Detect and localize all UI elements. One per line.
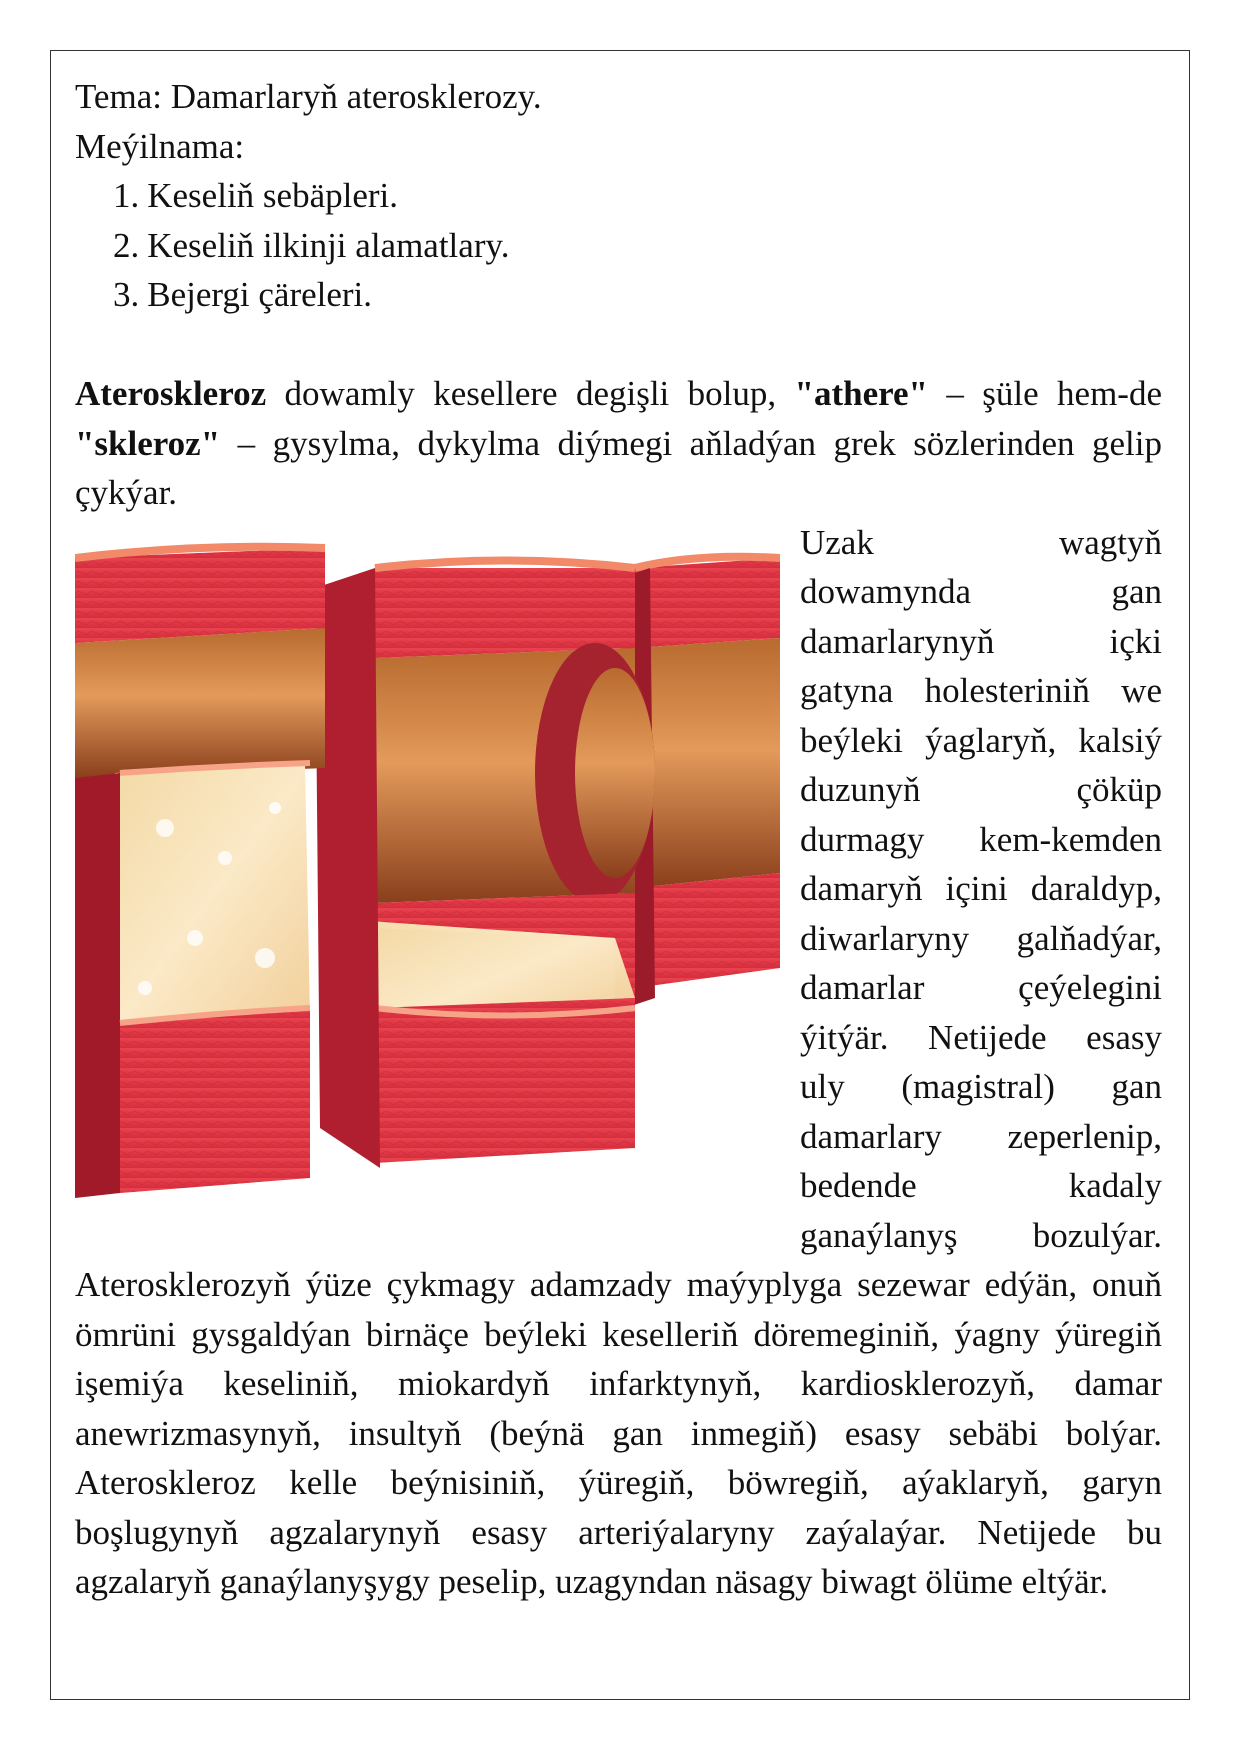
artery-segment-1 [75, 546, 325, 1197]
side-line: duzunyň çöküp [800, 770, 1162, 809]
side-line: durmagy kem-kemden [800, 819, 1162, 859]
plan-item: 3. Bejergi çäreleri. [113, 275, 373, 314]
side-line: dowamynda gan [800, 572, 1162, 611]
side-line: beýleki ýaglaryň, kalsiý [800, 720, 1162, 760]
side-line: diwarlaryny galňadýar, [800, 918, 1162, 958]
side-line: Uzak wagtyň [800, 522, 1162, 562]
topic-title: Tema: Damarlaryň aterosklerozy. [75, 77, 542, 116]
side-line: ýitýär. Netijede esasy [800, 1017, 1162, 1057]
plan-item: 2. Keseliň ilkinji alamatlary. [113, 225, 510, 265]
closing-paragraph: Aterosklerozyň ýüze çykmagy adamzady maýyplyga sezewar edýän, onuň ömrüni gysgaldýan birnäçe beýleki keselleriň döremeginiň, ýagny ýüregiň işemiýa keseliniň, miokardyň infarktynyň, kardiosklerozyň, damar anewrizmasynyň, insultyň (beýnä gan inmegiň) esasy sebäbi bolýar. Ateroskleroz kelle beýnisiniň, ýüregiň, böwregiň, aýaklaryň, garyn boşlugynyň agzalarynyň esasy arteriýalaryny zaýalaýar. Netijede bu agzalaryň ganaýlanyşygy peselip, uzagyndan näsagy biwagt ölüme eltýär. [75, 1265, 1162, 1601]
side-line: damaryň içini daraldyp, [800, 869, 1162, 908]
term-skleroz: "skleroz" [75, 423, 221, 463]
side-line: damarlarynyň içki [800, 621, 1162, 661]
side-line: damarlar çeýelegini [800, 968, 1162, 1007]
side-line: gatyna holesteriniň we [800, 671, 1162, 710]
plan-label: Meýilnama: [75, 126, 245, 166]
side-line: bedende kadaly [800, 1166, 1162, 1205]
term-athere: "athere" [794, 374, 928, 413]
spacer [75, 320, 1162, 370]
plan-list [75, 171, 1162, 320]
plan-item: 1. Keseliň sebäpleri. [113, 176, 398, 215]
artery-illustration [75, 528, 780, 1240]
artery-segment-2 [315, 560, 655, 1168]
side-line: ganaýlanyş bozulýar. [800, 1215, 1162, 1255]
side-line: damarlary zeperlenip, [800, 1116, 1162, 1156]
side-line: uly (magistral) gan [800, 1067, 1162, 1106]
document-body [75, 72, 1162, 1607]
intro-paragraph: Ateroskleroz dowamly kesellere degişli bolup, "athere" – şüle hem-de "skleroz" – gysylma, dykylma diýmegi aňladýan grek sözlerinden gelip çykýar. [75, 374, 1162, 512]
term-ateroskleroz: Ateroskleroz [75, 374, 267, 413]
artery-illustration-image [75, 528, 780, 1240]
